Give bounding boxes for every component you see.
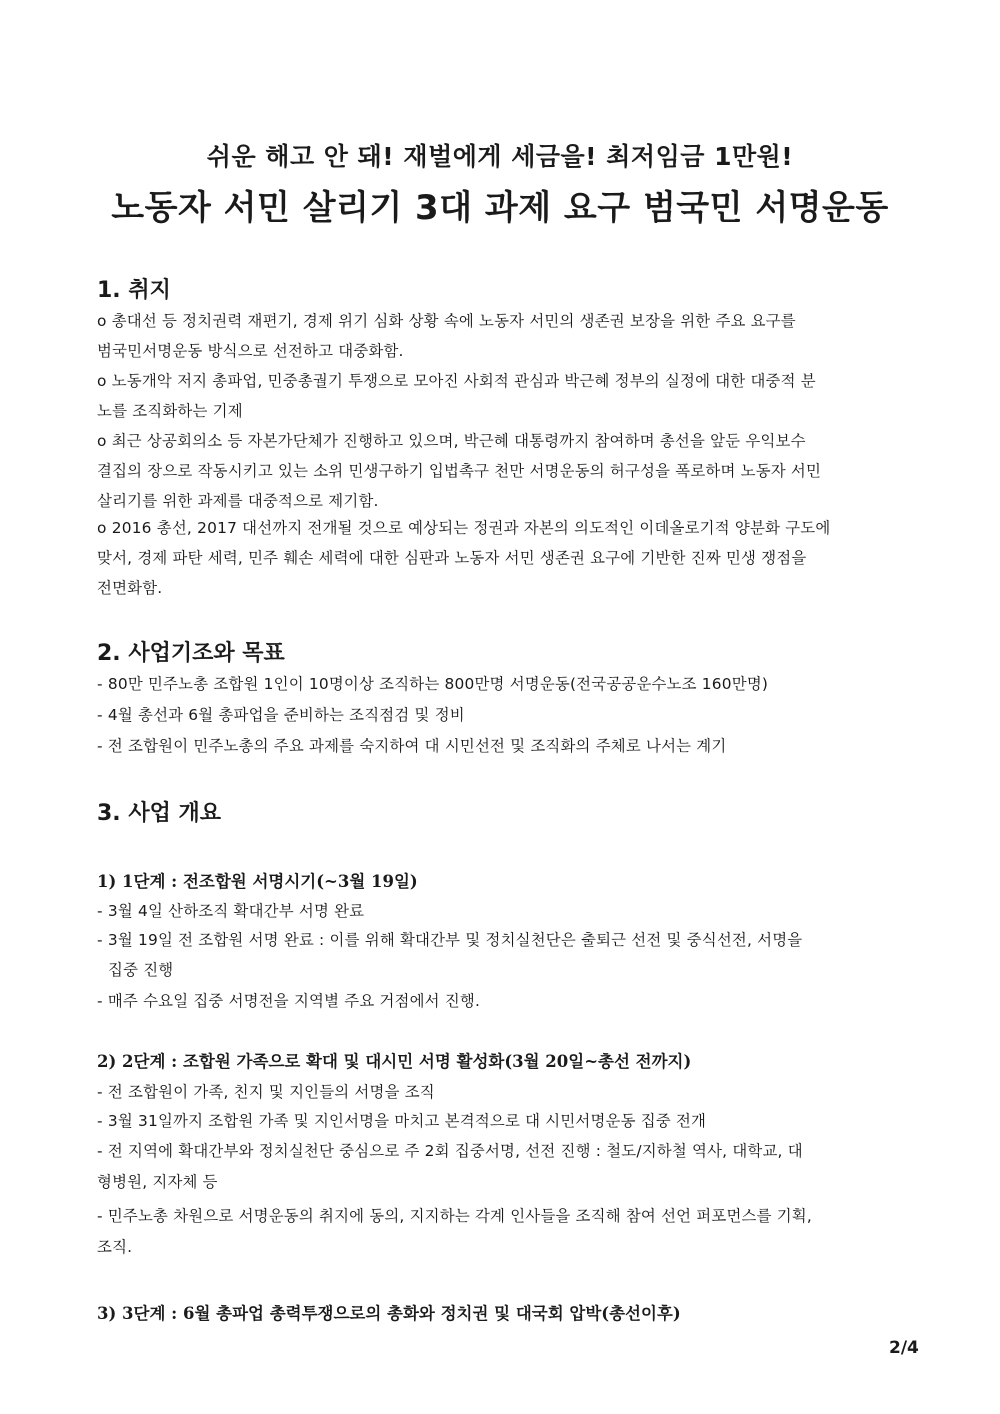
stage-2-line: - 3월 31일까지 조합원 가족 및 지인서명을 마치고 본격적으로 대 시민서명운동 집중 전개	[97, 1112, 707, 1130]
section-2-heading: 2. 사업기조와 목표	[97, 641, 285, 666]
stage-2-title: 2) 2단계 : 조합원 가족으로 확대 및 대시민 서명 활성화(3월 20일~총선 전까지)	[97, 1052, 692, 1071]
section-1-line: 전면화함.	[97, 579, 163, 597]
stage-3-title: 3) 3단계 : 6월 총파업 총력투쟁으로의 총화와 정치권 및 대국회 압박(총선이후)	[97, 1304, 681, 1323]
stage-2-line: - 전 조합원이 가족, 친지 및 지인들의 서명을 조직	[97, 1083, 435, 1101]
section-1-line: 맞서, 경제 파탄 세력, 민주 훼손 세력에 대한 심판과 노동자 서민 생존권 요구에 기반한 진짜 민생 쟁점을	[97, 549, 807, 567]
section-1-line: 결집의 장으로 작동시키고 있는 소위 민생구하기 입법촉구 천만 서명운동의 허구성을 폭로하며 노동자 서민	[97, 462, 822, 480]
stage-2-line: 조직.	[97, 1238, 133, 1256]
section-1-line: o 2016 총선, 2017 대선까지 전개될 것으로 예상되는 정권과 자본의 의도적인 이데올로기적 양분화 구도에	[97, 519, 831, 537]
section-1-line: 노를 조직화하는 기제	[97, 402, 243, 420]
section-2-line: - 4월 총선과 6월 총파업을 준비하는 조직점검 및 정비	[97, 706, 465, 724]
page-number: 2/4	[889, 1338, 919, 1358]
stage-1-line: - 3월 4일 산하조직 확대간부 서명 완료	[97, 902, 365, 920]
stage-1-line: 집중 진행	[108, 961, 174, 979]
section-1-line: 살리기를 위한 과제를 대중적으로 제기함.	[97, 492, 379, 510]
section-1-line: 범국민서명운동 방식으로 선전하고 대중화함.	[97, 342, 404, 360]
document-subtitle: 쉬운 해고 안 돼! 재벌에게 세금을! 최저임금 1만원!	[206, 142, 794, 171]
section-1-line: o 노동개악 저지 총파업, 민중총궐기 투쟁으로 모아진 사회적 관심과 박근혜 정부의 실정에 대한 대중적 분	[97, 372, 816, 390]
stage-2-line: 형병원, 지자체 등	[97, 1173, 218, 1191]
section-3-heading: 3. 사업 개요	[97, 801, 221, 826]
stage-1-line: - 매주 수요일 집중 서명전을 지역별 주요 거점에서 진행.	[97, 992, 481, 1010]
section-1-line: o 총대선 등 정치권력 재편기, 경제 위기 심화 상황 속에 노동자 서민의 생존권 보장을 위한 주요 요구를	[97, 312, 796, 330]
stage-1-line: - 3월 19일 전 조합원 서명 완료 : 이를 위해 확대간부 및 정치실천단은 출퇴근 선전 및 중식선전, 서명을	[97, 931, 803, 949]
section-1-heading: 1. 취지	[97, 278, 171, 303]
stage-2-line: - 민주노총 차원으로 서명운동의 취지에 동의, 지지하는 각계 인사들을 조직해 참여 선언 퍼포먼스를 기획,	[97, 1207, 812, 1225]
document-title: 노동자 서민 살리기 3대 과제 요구 범국민 서명운동	[111, 188, 889, 228]
stage-2-line: - 전 지역에 확대간부와 정치실천단 중심으로 주 2회 집중서명, 선전 진행 : 철도/지하철 역사, 대학교, 대	[97, 1142, 803, 1160]
section-1-line: o 최근 상공회의소 등 자본가단체가 진행하고 있으며, 박근혜 대통령까지 참여하며 총선을 앞둔 우익보수	[97, 432, 806, 450]
stage-1-title: 1) 1단계 : 전조합원 서명시기(~3월 19일)	[97, 872, 418, 891]
section-2-line: - 전 조합원이 민주노총의 주요 과제를 숙지하여 대 시민선전 및 조직화의 주체로 나서는 계기	[97, 737, 727, 755]
section-2-line: - 80만 민주노총 조합원 1인이 10명이상 조직하는 800만명 서명운동(전국공공운수노조 160만명)	[97, 675, 769, 693]
